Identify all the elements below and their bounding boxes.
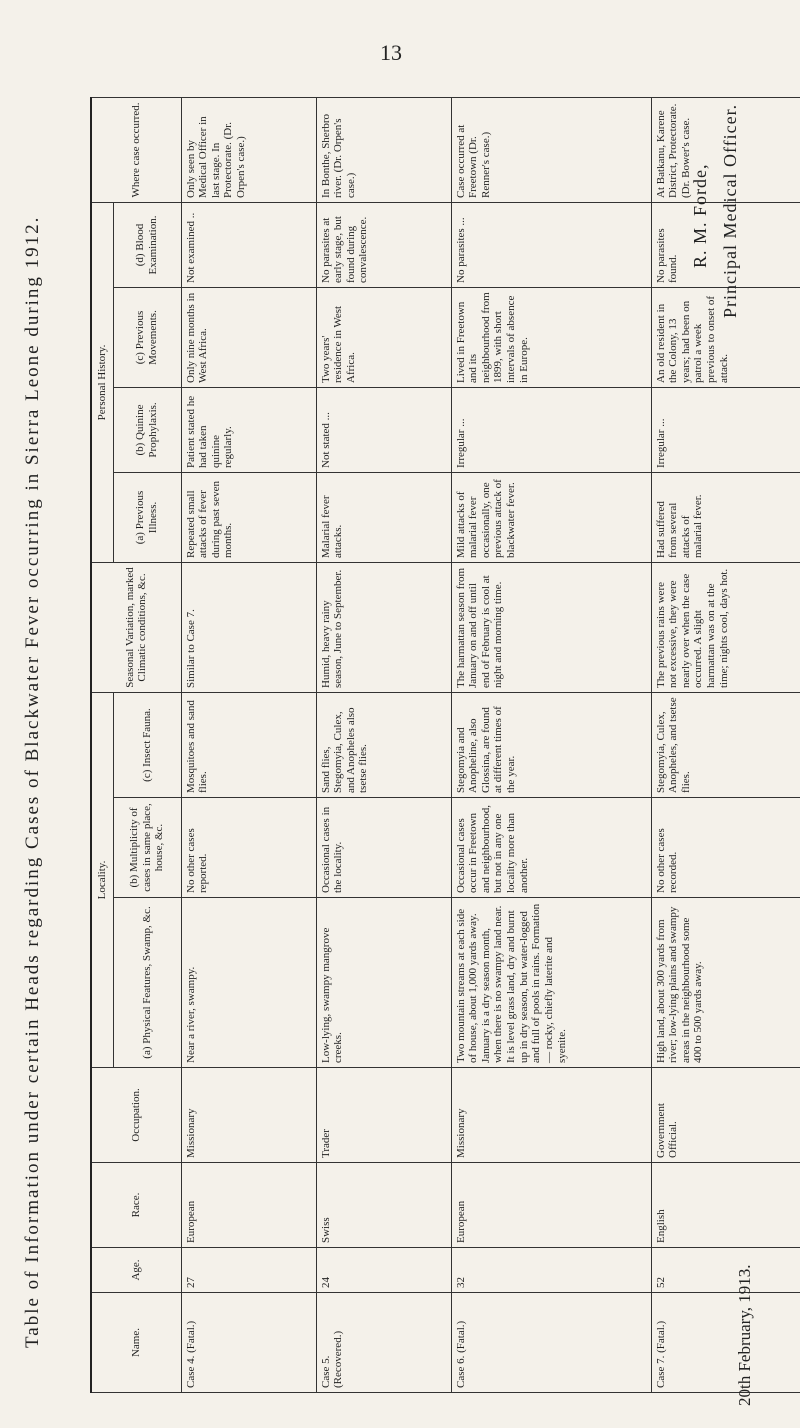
table-row [451, 98, 651, 1393]
signature-name: R. M. Forde, [690, 163, 710, 268]
table-row [181, 98, 316, 1393]
cell-quinine: Not stated ... [316, 388, 451, 473]
cell-race: English [651, 1163, 800, 1248]
cell-movements: Two years' residence in West Africa. [316, 288, 451, 388]
cell-name: Case 6. (Fatal.) [451, 1293, 651, 1393]
cell-previous-illness: Malarial fever attacks. [316, 473, 451, 563]
header-blood: (d) Blood Examination. [113, 203, 181, 288]
cell-occupation: Missionary [181, 1068, 316, 1163]
cell-physical: High land, about 300 yards from river; low-lying plains and swampy areas in the neighbourhood some 400 to 500 yards away. [651, 898, 800, 1068]
header-occupation: Occupation. [91, 1068, 181, 1163]
header-movements: (c) Previous Movements. [113, 288, 181, 388]
cell-occupation: Trader [316, 1068, 451, 1163]
cell-seasonal: Humid, heavy rainy season, June to September. [316, 563, 451, 693]
header-seasonal: Seasonal Variation, marked Climatic conditions, &c. [91, 563, 181, 693]
cell-movements: Only nine months in West Africa. [181, 288, 316, 388]
table-row [316, 98, 451, 1393]
cell-age: 32 [451, 1248, 651, 1293]
cell-name: Case 7. (Fatal.) [651, 1293, 800, 1393]
cell-previous-illness: Repeated small attacks of fever during past seven months. [181, 473, 316, 563]
cell-insect: Stegomyia and Anopheline, also Glossina, are found at different times of the year. [451, 693, 651, 798]
page-number: 13 [380, 40, 402, 65]
header-age: Age. [91, 1248, 181, 1293]
cell-physical: Two mountain streams at each side of house, about 1,000 yards away. January is a dry season month, when there is no swampy land near. It is level grass land, dry and burnt up in dry season, but water-logged and full of pools in rains. Formation — rocky, chiefly laterite and syenite. [451, 898, 651, 1068]
cell-seasonal: Similar to Case 7. [181, 563, 316, 693]
header-name: Name. [91, 1293, 181, 1393]
header-insect: (c) Insect Fauna. [113, 693, 181, 798]
cell-where: Case occurred at Freetown (Dr. Renner's case.) [451, 98, 651, 203]
header-physical: (a) Physical Features, Swamp, &c. [113, 898, 181, 1068]
cell-physical: Near a river, swampy. [181, 898, 316, 1068]
header-race: Race. [91, 1163, 181, 1248]
cell-name: Case 4. (Fatal.) [181, 1293, 316, 1393]
cell-quinine: Irregular ... [651, 388, 800, 473]
cell-multiplicity: Occasional cases in the locality. [316, 798, 451, 898]
document-date: 20th February, 1913. [735, 1264, 754, 1406]
group-personal-history: Personal History. [91, 203, 113, 563]
cell-multiplicity: No other cases reported. [181, 798, 316, 898]
header-where: Where case occurred. [91, 98, 181, 203]
cell-occupation: Missionary [451, 1068, 651, 1163]
cell-where: Only seen by Medical Officer in last stage. In Protectorate. (Dr. Orpen's case.) [181, 98, 316, 203]
header-multiplicity: (b) Multiplicity of cases in same place, house, &c. [113, 798, 181, 898]
cell-blood: No parasites found. [651, 203, 800, 288]
cell-age: 52 [651, 1248, 800, 1293]
header-quinine: (b) Quinine Prophylaxis. [113, 388, 181, 473]
cell-multiplicity: No other cases recorded. [651, 798, 800, 898]
cell-seasonal: The previous rains were not excessive, they were nearly over when the case occurred. A slight harmattan was on at the time; nights cool, days hot. [651, 563, 800, 693]
cell-age: 24 [316, 1248, 451, 1293]
cell-occupation: Government Official. [651, 1068, 800, 1163]
cell-multiplicity: Occasional cases occur in Freetown and neighbourhood, but not in any one locality more than another. [451, 798, 651, 898]
group-locality: Locality. [91, 693, 113, 1068]
cell-blood: No parasites ... [451, 203, 651, 288]
cell-blood: Not examined .. [181, 203, 316, 288]
cell-seasonal: The harmattan season from January on and off until end of February is cool at night and morning time. [451, 563, 651, 693]
cell-race: European [181, 1163, 316, 1248]
blackwater-fever-table [90, 97, 800, 1393]
cell-insect: Stegomyia, Culex, Anopheles, and tsetse flies. [651, 693, 800, 798]
signature-title: Principal Medical Officer. [720, 103, 740, 318]
cell-previous-illness: Mild attacks of malarial fever occasionally, one previous attack of blackwater fever. [451, 473, 651, 563]
table-title: Table of Information under certain Heads regarding Cases of Blackwater Fever occurring in Sierra Leone during 1912. [22, 215, 43, 1348]
cell-movements: Lived in Freetown and its neighbourhood from 1899, with short intervals of absence in Europe. [451, 288, 651, 388]
header-previous-illness: (a) Previous Illness. [113, 473, 181, 563]
cell-physical: Low-lying, swampy mangrove creeks. [316, 898, 451, 1068]
cell-name: Case 5. (Recovered.) [316, 1293, 451, 1393]
cell-previous-illness: Had suffered from several attacks of malarial fever. [651, 473, 800, 563]
cell-where: At Batkanu, Karene District, Protectorate. (Dr. Bower's case. [651, 98, 800, 203]
cell-quinine: Patient stated he had taken quinine regularly. [181, 388, 316, 473]
cell-blood: No parasites at early stage, but found during convalescence. [316, 203, 451, 288]
cell-where: In Bonthe, Sherbro river. (Dr. Orpen's case.) [316, 98, 451, 203]
cell-insect: Sand flies, Stegomyia, Culex, and Anopheles also tsetse flies. [316, 693, 451, 798]
cell-movements: An old resident in the Colony, 13 years; had been on patrol a week previous to onset of attack. [651, 288, 800, 388]
cell-quinine: Irregular ... [451, 388, 651, 473]
cell-insect: Mosquitoes and sand flies. [181, 693, 316, 798]
cell-race: Swiss [316, 1163, 451, 1248]
cell-age: 27 [181, 1248, 316, 1293]
cell-race: European [451, 1163, 651, 1248]
